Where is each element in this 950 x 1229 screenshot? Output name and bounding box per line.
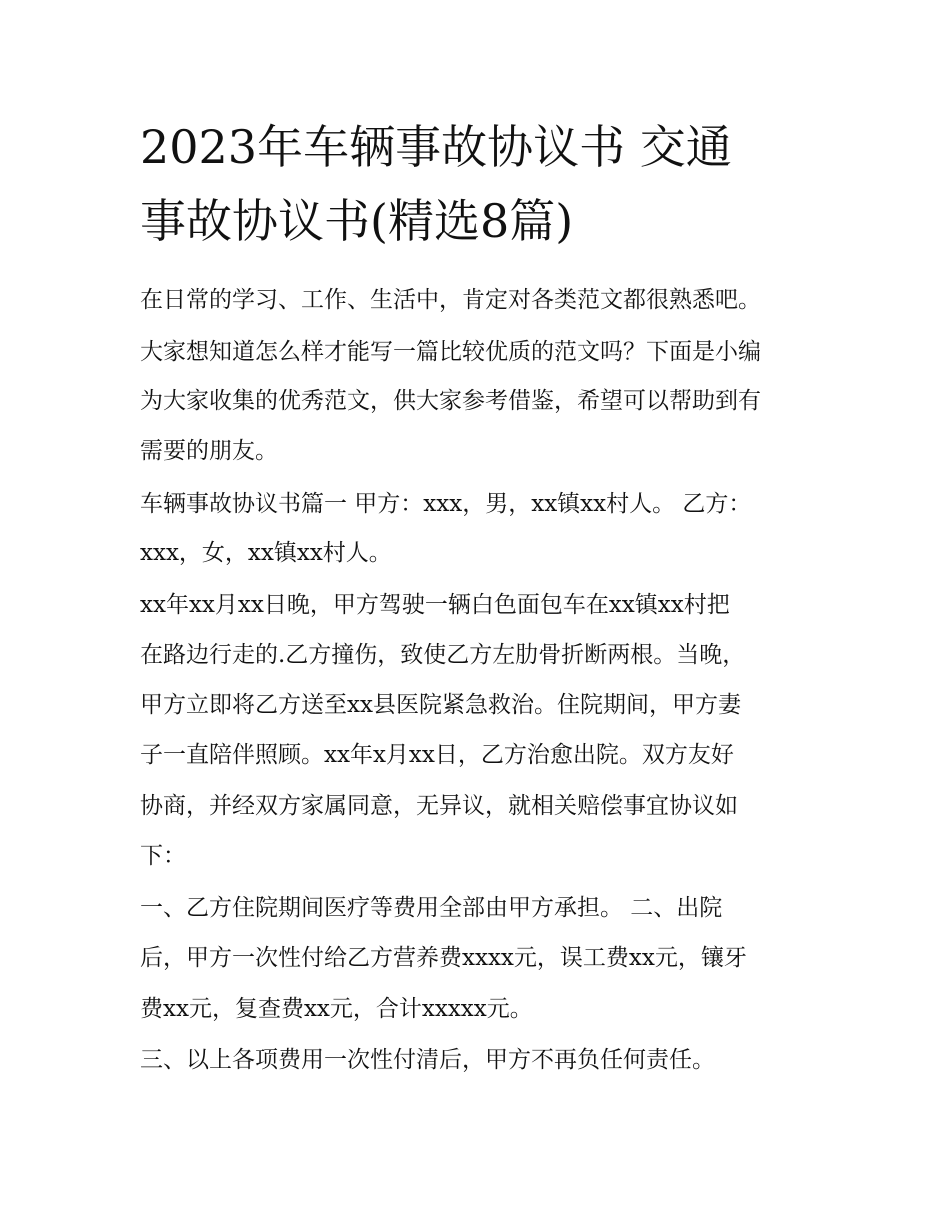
body-line-14: 后，甲方一次性付给乙方营养费xxxx元，误工费xx元，镶牙 — [140, 945, 747, 971]
body-line-10: 子一直陪伴照顾。xx年x月xx日，乙方治愈出院。双方友好 — [140, 742, 734, 768]
body-line-15: 费xx元，复查费xx元，合计xxxxx元。 — [140, 996, 533, 1022]
body-line-6: xxx，女，xx镇xx村人。 — [140, 540, 392, 566]
body-line-9: 甲方立即将乙方送至xx县医院紧急救治。住院期间，甲方妻 — [140, 692, 741, 718]
body-line-13: 一、乙方住院期间医疗等费用全部由甲方承担。 二、出院 — [140, 895, 723, 921]
body-line-7: xx年xx月xx日晚，甲方驾驶一辆白色面包车在xx镇xx村把 — [140, 592, 730, 618]
title-line-1: 2023年车辆事故协议书 交通 — [140, 120, 732, 174]
body-line-1: 在日常的学习、工作、生活中，肯定对各类范文都很熟悉吧。 — [140, 287, 761, 313]
body-line-5: 车辆事故协议书篇一 甲方：xxx，男，xx镇xx村人。 乙方： — [140, 491, 752, 517]
document-title — [140, 110, 820, 258]
body-line-4: 需要的朋友。 — [140, 438, 278, 464]
body-line-3: 为大家收集的优秀范文，供大家参考借鉴，希望可以帮助到有 — [140, 388, 761, 414]
body-line-11: 协商，并经双方家属同意，无异议，就相关赔偿事宜协议如 — [140, 793, 738, 819]
body-line-12: 下： — [140, 843, 186, 869]
body-line-8: 在路边行走的.乙方撞伤，致使乙方左肋骨折断两根。当晚， — [140, 642, 746, 668]
body-line-2: 大家想知道怎么样才能写一篇比较优质的范文吗？下面是小编 — [140, 339, 761, 365]
body-line-16: 三、以上各项费用一次性付清后，甲方不再负任何责任。 — [140, 1047, 715, 1073]
title-line-2: 事故协议书(精选8篇) — [140, 194, 574, 248]
